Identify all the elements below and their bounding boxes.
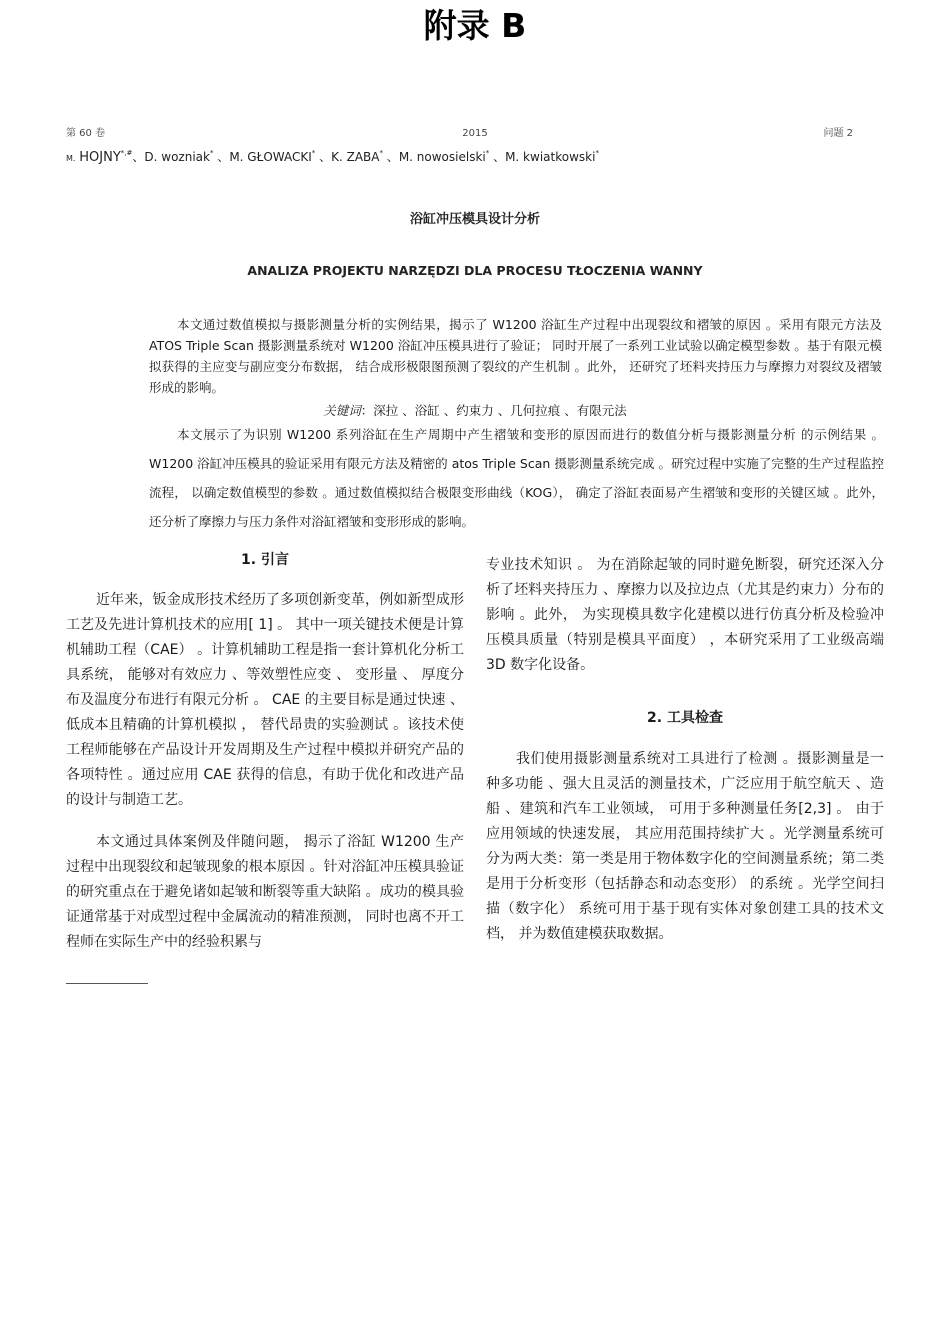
section-1-heading: 1. 引言 <box>241 552 289 568</box>
author-2-mark: * <box>209 149 214 157</box>
author-3: M. GŁOWACKI <box>229 150 312 164</box>
author-4-mark: * <box>379 149 383 157</box>
author-5: M. nowosielski <box>398 150 486 164</box>
column-2-paragraph-1: 专业技术知识 。 为在消除起皱的同时避免断裂，研究还深入分析了坯料夹持压力 、摩擦力以及拉边点（尤其是约束力）分布的影响 。此外， 为实现模具数字化建模以进行仿真分析及检验冲压模具质量（特别是模具平面度） ，本研究采用了工业级高端 3D 数字化设备。 <box>486 557 884 673</box>
author-first-marks: *,# <box>120 149 133 157</box>
author-6: M. kwiatkowski <box>505 150 596 164</box>
author-list: M. HOJNY*,#、D. wozniak* 、M. GŁOWACKI* 、K. ZABA* 、M. nowosielski* 、M. kwiatkowski* <box>66 149 599 165</box>
paper-title-zh: 浴缸冲压模具设计分析 <box>409 212 540 227</box>
author-3-mark: * <box>311 149 316 157</box>
year-label: 2015 <box>462 128 488 139</box>
author-6-mark: * <box>595 149 599 157</box>
footnote-divider <box>66 983 148 984</box>
abstract-translation: 本文展示了为识别 W1200 系列浴缸在生产周期中产生褶皱和变形的原因而进行的数值分析与摄影测量分析 的示例结果 。W1200 浴缸冲压模具的验证采用有限元方法及精密的 atos Triple Scan 摄影测量系统完成 。研究过程中实施了完整的生产过程监控流程， 以确定数值模型的参数 。通过数值模拟结合极限变形曲线（KOG）， 确定了浴缸表面易产生褶皱和变形的关键区域 。此外，还分析了摩擦力与压力条件对浴缸褶皱和变形形成的影响。 <box>149 427 884 529</box>
volume-label: 第 60 卷 <box>66 128 106 139</box>
section-2-heading: 2. 工具检查 <box>647 710 723 726</box>
paper-title-pl: ANALIZA PROJEKTU NARZĘDZI DLA PROCESU TŁOCZENIA WANNY <box>247 263 703 278</box>
author-5-mark: * <box>485 149 490 157</box>
issue-label: 问题 2 <box>823 128 853 139</box>
author-4: K. ZABA <box>331 150 380 164</box>
keywords-text: ：深拉 、浴缸 、约束力 、几何拉痕 、有限元法 <box>360 403 627 418</box>
appendix-title: 附录 B <box>423 6 527 45</box>
keywords-label: 关键词 <box>323 403 361 418</box>
abstract-zh: 本文通过数值模拟与摄影测量分析的实例结果，揭示了 W1200 浴缸生产过程中出现裂纹和褶皱的原因 。采用有限元方法及 ATOS Triple Scan 摄影测量系统对 W1200 浴缸冲压模具进行了验证； 同时开展了一系列工业试验以确定模型参数 。基于有限元模拟获得的主应变与副应变分布数据， 结合成形极限图预测了裂纹的产生机制 。此外， 还研究了坯料夹持压力与摩擦力对裂纹及褶皱形成的影响。 <box>149 317 882 395</box>
author-2: D. wozniak <box>144 150 210 164</box>
section-2-paragraph-1: 我们使用摄影测量系统对工具进行了检测 。摄影测量是一种多功能 、强大且灵活的测量技术，广泛应用于航空航天 、造船 、建筑和汽车工业领域， 可用于多种测量任务[2,3] 。 由于应用领域的快速发展， 其应用范围持续扩大 。光学测量系统可分为两大类：第一类是用于物体数字化的空间测量系统；第二类是用于分析变形（包括静态和动态变形） 的系统 。光学空间扫描（数字化） 系统可用于基于现有实体对象创建工具的技术文档， 并为数值建模获取数据。 <box>486 751 884 942</box>
author-first: HOJNY <box>79 150 121 165</box>
section-1-paragraph-1: 近年来，钣金成形技术经历了多项创新变革，例如新型成形工艺及先进计算机技术的应用[ 1] 。 其中一项关键技术便是计算机辅助工程（CAE） 。计算机辅助工程是指一套计算机化分析工具系统， 能够对有效应力 、等效塑性应变 、 变形量 、 厚度分布及温度分布进行有限元分析 。 CAE 的主要目标是通过快速 、 低成本且精确的计算机模拟 ， 替代昂贵的实验测试 。该技术使工程师能够在产品设计开发周期及生产过程中模拟并研究产品的各项特性 。通过应用 CAE 获得的信息，有助于优化和改进产品的设计与制造工艺。 <box>66 592 464 808</box>
section-1-paragraph-2: 本文通过具体案例及伴随问题， 揭示了浴缸 W1200 生产过程中出现裂纹和起皱现象的根本原因 。针对浴缸冲压模具验证的研究重点在于避免诸如起皱和断裂等重大缺陷 。成功的模具验证通常基于对成型过程中金属流动的精准预测， 同时也离不开工程师在实际生产中的经验积累与 <box>66 834 464 950</box>
author-initial: M. <box>66 154 76 163</box>
keywords <box>0 400 950 421</box>
